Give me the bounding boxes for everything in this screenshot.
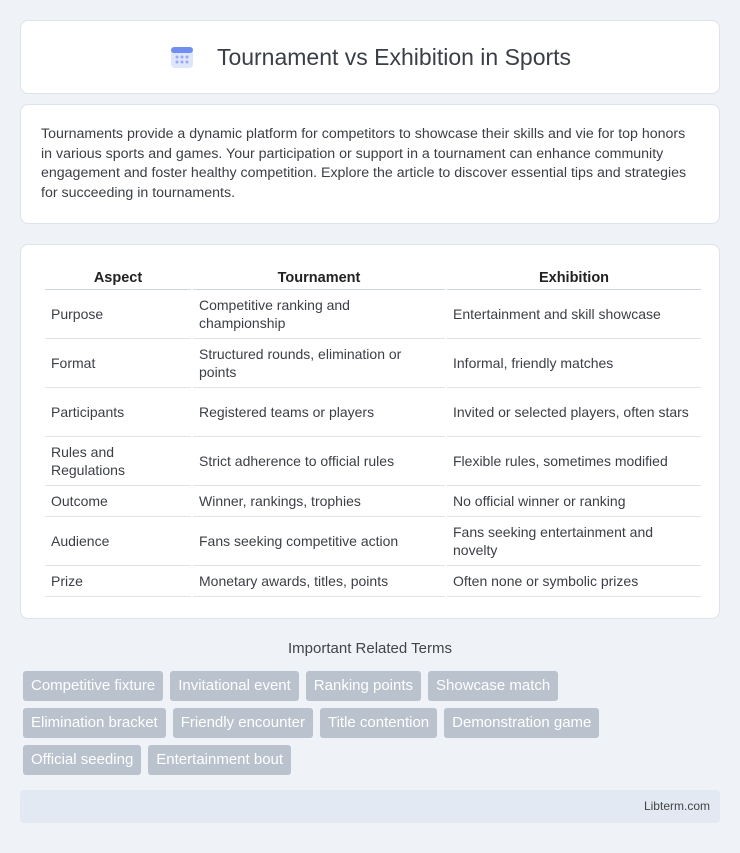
table-row xyxy=(45,290,701,339)
term-tag[interactable]: Entertainment bout xyxy=(148,745,291,775)
term-tag[interactable]: Title contention xyxy=(320,708,437,738)
table-cell: Strict adherence to official rules xyxy=(193,437,445,486)
table-row xyxy=(45,566,701,597)
table-cell: Winner, rankings, trophies xyxy=(193,486,445,517)
table-cell: Flexible rules, sometimes modified xyxy=(447,437,701,486)
table-cell: Informal, friendly matches xyxy=(447,339,701,388)
footer-site-link[interactable]: Libterm.com xyxy=(643,799,710,813)
term-tag[interactable]: Elimination bracket xyxy=(23,708,166,738)
intro-card xyxy=(20,104,720,224)
tag-row xyxy=(23,745,723,775)
term-tag[interactable]: Official seeding xyxy=(23,745,141,775)
table-cell: Often none or symbolic prizes xyxy=(447,566,701,597)
table-cell: No official winner or ranking xyxy=(447,486,701,517)
table-cell: Outcome xyxy=(45,486,191,517)
header-exhibition: Exhibition xyxy=(447,265,701,290)
comparison-table xyxy=(43,265,703,597)
table-cell: Competitive ranking and championship xyxy=(193,290,445,339)
page-title: Tournament vs Exhibition in Sports xyxy=(216,43,572,70)
table-cell: Registered teams or players xyxy=(193,388,445,437)
table-cell: Format xyxy=(45,339,191,388)
term-tag[interactable]: Competitive fixture xyxy=(23,671,163,701)
tag-row xyxy=(23,708,723,738)
table-cell: Fans seeking entertainment and novelty xyxy=(447,517,701,566)
header-aspect: Aspect xyxy=(45,265,191,290)
table-cell: Entertainment and skill showcase xyxy=(447,290,701,339)
term-tag[interactable]: Showcase match xyxy=(428,671,558,701)
related-terms-list xyxy=(23,671,723,782)
table-cell: Audience xyxy=(45,517,191,566)
term-tag[interactable]: Demonstration game xyxy=(444,708,599,738)
related-terms-title: Important Related Terms xyxy=(288,640,452,657)
table-cell: Purpose xyxy=(45,290,191,339)
table-row xyxy=(45,388,701,437)
header-tournament: Tournament xyxy=(193,265,445,290)
table-row xyxy=(45,339,701,388)
tag-row xyxy=(23,671,723,701)
header-card xyxy=(20,20,720,94)
table-row xyxy=(45,517,701,566)
table-header-row xyxy=(45,265,701,290)
table-cell: Monetary awards, titles, points xyxy=(193,566,445,597)
term-tag[interactable]: Friendly encounter xyxy=(173,708,313,738)
table-row xyxy=(45,486,701,517)
table-row xyxy=(45,437,701,486)
term-tag[interactable]: Invitational event xyxy=(170,671,299,701)
footer xyxy=(20,790,720,823)
table-cell: Participants xyxy=(45,388,191,437)
table-cell: Prize xyxy=(45,566,191,597)
table-cell: Fans seeking competitive action xyxy=(193,517,445,566)
table-cell: Rules and Regulations xyxy=(45,437,191,486)
comparison-table-card xyxy=(20,244,720,619)
intro-text: Tournaments provide a dynamic platform for competitors to showcase their skills and vie for top honors in various sports and games. Your participation or support in a tournament can enhance community engagement and foster healthy competition. Explore the article to discover essential tips and strategies for succeeding in tournaments. xyxy=(41,126,687,201)
term-tag[interactable]: Ranking points xyxy=(306,671,421,701)
table-cell: Structured rounds, elimination or points xyxy=(193,339,445,388)
table-cell: Invited or selected players, often stars xyxy=(447,388,701,437)
calendar-icon xyxy=(169,44,195,70)
